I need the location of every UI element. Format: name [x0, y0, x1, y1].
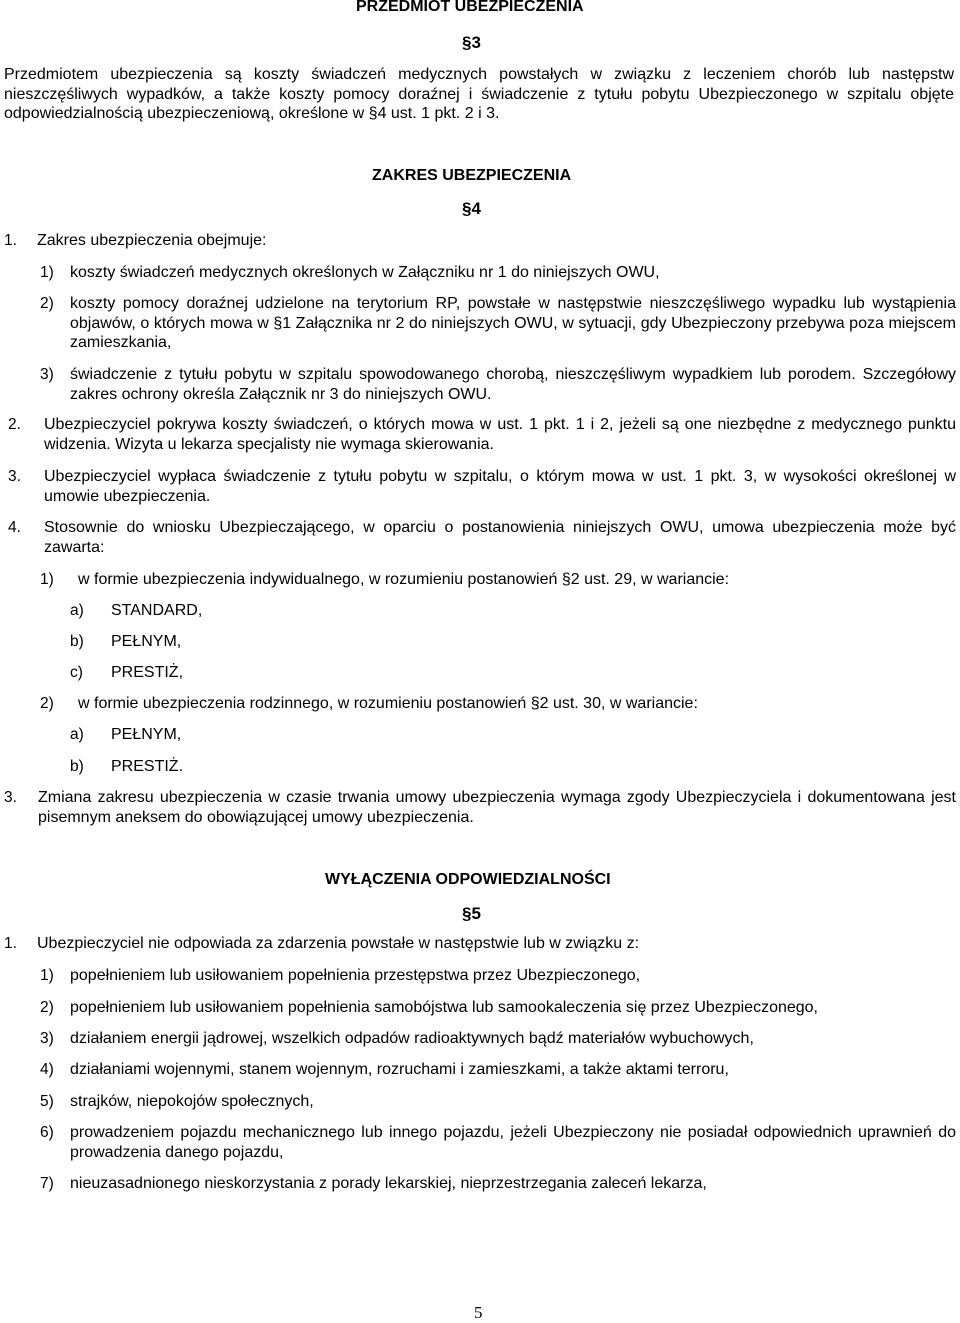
list-item: Zakres ubezpieczenia obejmuje: [37, 232, 267, 249]
paragraph-mark: §4 [462, 199, 481, 218]
list-number: 6) [40, 1124, 54, 1141]
list-number: 4. [8, 519, 21, 536]
list-item: Ubezpieczyciel nie odpowiada za zdarzenia powstałe w następstwie lub w związku z: [37, 935, 640, 952]
list-number: 1) [40, 967, 54, 984]
list-item: nieuzasadnionego nieskorzystania z porady lekarskiej, nieprzestrzegania zaleceń lekarza, [70, 1175, 707, 1192]
list-item: w formie ubezpieczenia rodzinnego, w rozumieniu postanowień §2 ust. 30, w wariancie: [78, 695, 698, 712]
list-number: 7) [40, 1175, 54, 1192]
list-item: popełnieniem lub usiłowaniem popełnienia przestępstwa przez Ubezpieczonego, [70, 967, 641, 984]
list-item: PEŁNYM, [111, 633, 182, 650]
list-number: 1) [40, 571, 54, 588]
list-number: 3) [40, 366, 54, 383]
list-item: STANDARD, [111, 602, 203, 619]
list-item: PRESTIŻ. [111, 758, 184, 775]
list-item: świadczenie z tytułu pobytu w szpitalu spowodowanego chorobą, nieszczęśliwym wypadkiem lub porodem. Szczegółowy zakres ochrony określa Załącznik nr 3 do niniejszych OWU. [70, 366, 956, 403]
list-number: b) [70, 633, 84, 650]
list-item: Stosownie do wniosku Ubezpieczającego, w oparciu o postanowienia niniejszych OWU, umowa ubezpieczenia może być zawarta: [44, 519, 956, 556]
list-item: prowadzeniem pojazdu mechanicznego lub innego pojazdu, jeżeli Ubezpieczony nie posiadał odpowiednich uprawnień do prowadzenia danego pojazdu, [70, 1124, 956, 1161]
list-item: działaniem energii jądrowej, wszelkich odpadów radioaktywnych bądź materiałów wybuchowych, [70, 1030, 754, 1047]
list-number: c) [70, 664, 83, 681]
list-item: działaniami wojennymi, stanem wojennym, rozruchami i zamieszkami, a także aktami terroru, [70, 1061, 729, 1078]
list-number: 3) [40, 1030, 54, 1047]
list-number: 2. [8, 416, 21, 433]
list-item: strajków, niepokojów społecznych, [70, 1093, 314, 1110]
list-item: koszty świadczeń medycznych określonych w Załączniku nr 1 do niniejszych OWU, [70, 264, 660, 281]
paragraph-text: Przedmiotem ubezpieczenia są koszty świadczeń medycznych powstałych w związku z leczeniem chorób lub następstw nieszczęśliwych wypadków, a także koszty pomocy doraźnej i świadczenie z tytułu pobytu Ubezpieczonego w szpitalu objęte odpowiedzialnością ubezpieczeniową, określone w §4 ust. 1 pkt. 2 i 3. [4, 66, 954, 122]
list-item: Ubezpieczyciel wypłaca świadczenie z tytułu pobytu w szpitalu, o którym mowa w ust. 1 pkt. 3, w wysokości określonej w umowie ubezpieczenia. [44, 468, 956, 505]
list-number: 2) [40, 295, 54, 312]
page-number: 5 [474, 1303, 483, 1322]
list-number: 1) [40, 264, 54, 281]
list-item: w formie ubezpieczenia indywidualnego, w rozumieniu postanowień §2 ust. 29, w wariancie: [78, 571, 730, 588]
section-title: PRZEDMIOT UBEZPIECZENIA [356, 0, 584, 15]
list-number: a) [70, 602, 84, 619]
list-item: Zmiana zakresu ubezpieczenia w czasie trwania umowy ubezpieczenia wymaga zgody Ubezpieczyciela i dokumentowana jest pisemnym aneksem do obowiązującej umowy ubezpieczenia. [38, 789, 956, 826]
list-number: 4) [40, 1061, 54, 1078]
list-number: 2) [40, 999, 54, 1016]
list-item: koszty pomocy doraźnej udzielone na terytorium RP, powstałe w następstwie nieszczęśliwego wypadku lub wystąpienia objawów, o których mowa w §1 Załącznika nr 2 do niniejszych OWU, w sytuacji, gdy Ubezpieczony przebywa poza miejscem zamieszkania, [70, 295, 956, 351]
list-item: PEŁNYM, [111, 726, 182, 743]
paragraph-mark: §5 [462, 904, 481, 923]
section-title: WYŁĄCZENIA ODPOWIEDZIALNOŚCI [325, 871, 611, 888]
list-number: 3. [8, 468, 21, 485]
list-item: Ubezpieczyciel pokrywa koszty świadczeń, o których mowa w ust. 1 pkt. 1 i 2, jeżeli są one niezbędne z medycznego punktu widzenia. Wizyta u lekarza specjalisty nie wymaga skierowania. [44, 416, 956, 453]
section-title: ZAKRES UBEZPIECZENIA [372, 167, 572, 184]
list-number: 3. [4, 789, 17, 806]
paragraph-mark: §3 [462, 33, 481, 52]
list-number: 1. [4, 232, 17, 249]
list-number: 5) [40, 1093, 54, 1110]
list-item: PRESTIŻ, [111, 664, 184, 681]
list-number: a) [70, 726, 84, 743]
list-item: popełnieniem lub usiłowaniem popełnienia samobójstwa lub samookaleczenia się przez Ubezpieczonego, [70, 999, 818, 1016]
list-number: 2) [40, 695, 54, 712]
list-number: 1. [4, 935, 17, 952]
list-number: b) [70, 758, 84, 775]
